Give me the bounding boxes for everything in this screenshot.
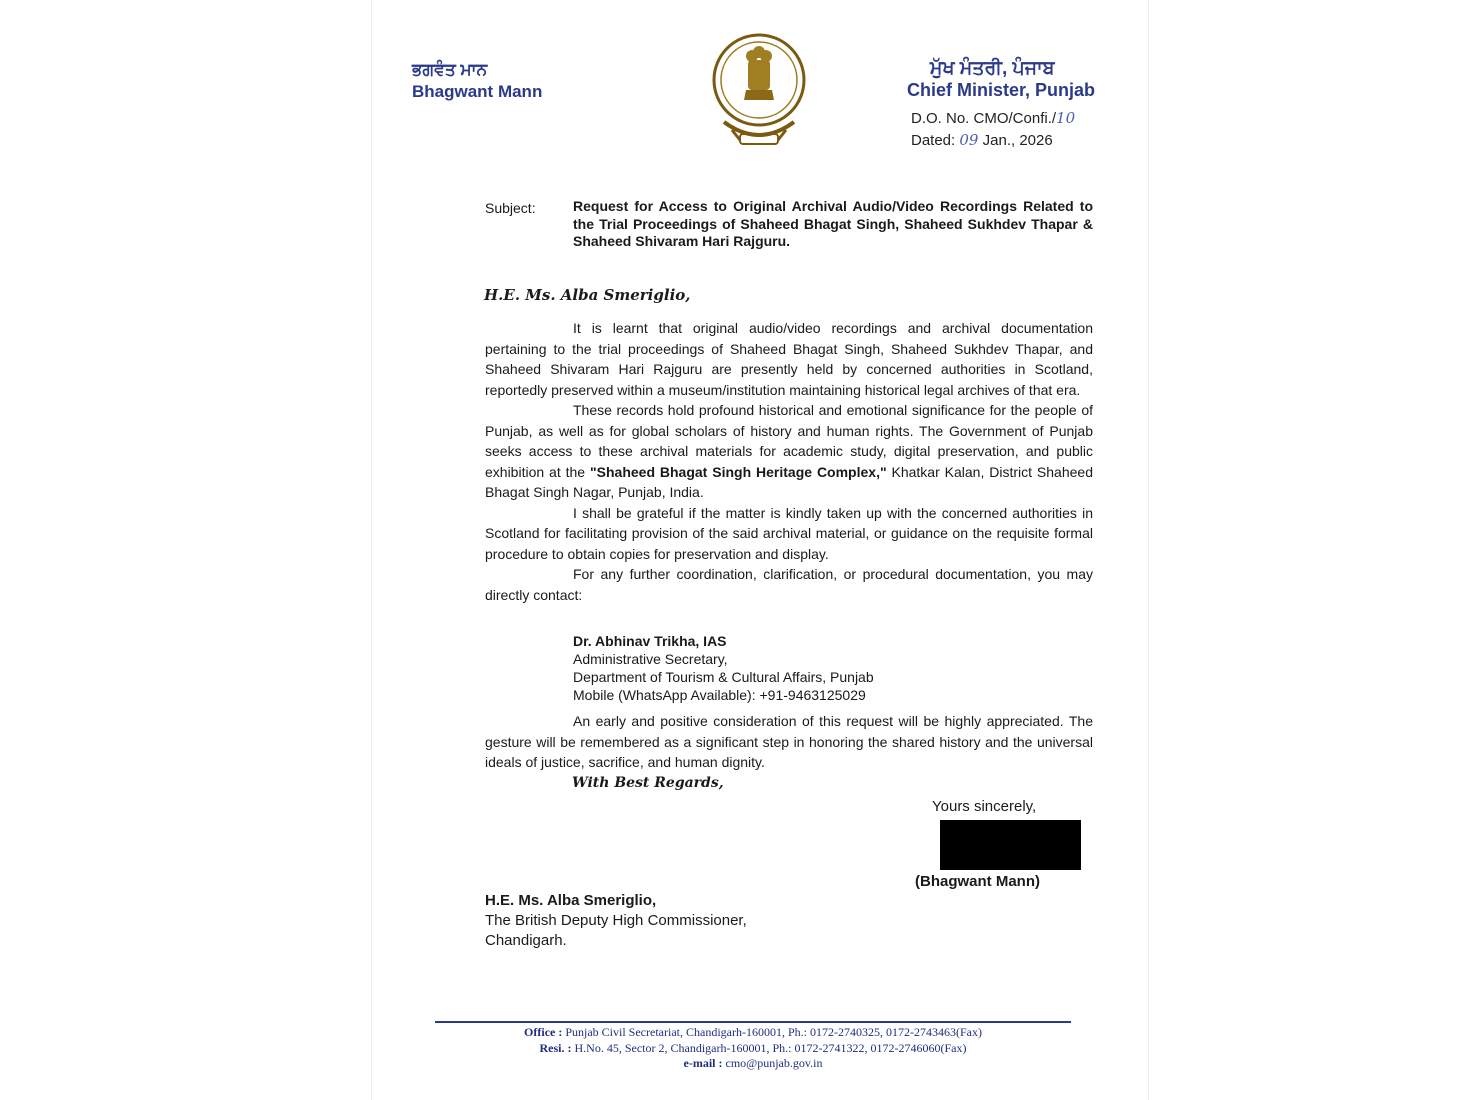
contact-name: Dr. Abhinav Trikha, IAS (573, 633, 727, 649)
footer-residence (435, 1041, 1071, 1057)
closing-paragraph-block (485, 711, 1093, 773)
signatory-name: (Bhagwant Mann) (915, 873, 1040, 890)
body-paragraph-4: For any further coordination, clarification, or procedural documentation, you may directly contact: (485, 566, 1093, 603)
yours-sincerely: Yours sincerely, (932, 798, 1037, 815)
letter-body (485, 318, 1093, 605)
redacted-signature (940, 820, 1081, 870)
date-month-year: Jan., 2026 (978, 132, 1053, 149)
body-paragraph-3: I shall be grateful if the matter is kindly taken up with the concerned authorities in Scotland for facilitating provision of the said archival material, or guidance on the requisite formal procedure to obtain copies for preservation and display. (485, 504, 1093, 562)
addressee-name: H.E. Ms. Alba Smeriglio, (485, 892, 657, 909)
footer-office-text: Punjab Civil Secretariat, Chandigarh-160001, Ph.: 0172-2740325, 0172-2743463(Fax) (562, 1025, 982, 1039)
office-title-punjabi: ਮੁੱਖ ਮੰਤਰੀ, ਪੰਜਾਬ (930, 58, 1055, 79)
footer-email (435, 1056, 1071, 1072)
body-paragraph-1: It is learnt that original audio/video recordings and archival documentation pertaining to the trial proceedings of Shaheed Bhagat Singh, Shaheed Sukhdev Thapar, and Shaheed Shivaram Hari Rajguru are presently held by concerned authorities in Scotland, reportedly preserved within a museum/institution maintaining historical legal archives of that era. (485, 320, 1093, 398)
contact-block (573, 632, 874, 704)
date-label: Dated: (911, 132, 960, 149)
letter-date (911, 131, 1053, 149)
sender-name-punjabi: ਭਗਵੰਤ ਮਾਨ (412, 60, 488, 79)
reference-handwritten-number: 10 (1056, 109, 1076, 127)
footer-email-text: cmo@punjab.gov.in (722, 1056, 823, 1070)
footer-email-label: e-mail : (683, 1056, 723, 1070)
contact-mobile: Mobile (WhatsApp Available): +91-9463125029 (573, 687, 866, 703)
addressee-title: The British Deputy High Commissioner, (485, 912, 747, 929)
regards: With Best Regards, (572, 775, 724, 791)
addressee-block (485, 891, 747, 951)
body-paragraph-2-end: Khatkar Kalan, District Shaheed Bhagat Singh Nagar, Punjab, India. (485, 463, 1093, 500)
salutation: H.E. Ms. Alba Smeriglio, (484, 286, 691, 304)
reference-label: D.O. No. CMO/Confi./ (911, 110, 1057, 127)
closing-paragraph: An early and positive consideration of this request will be highly appreciated. The gesture will be remembered as a significant step in honoring the shared history and the universal ideals of justice, sacrifice, and human dignity. (485, 713, 1093, 770)
body-paragraph-2-start: These records hold profound historical and emotional significance for the people of Punjab, as well as for global scholars of history and human rights. The Government of Punjab seeks access to these archival materials for academic study, digital preservation, and public exhibition at the (485, 402, 1093, 480)
footer-resi-label: Resi. : (539, 1040, 572, 1055)
footer-office-label: Office : (524, 1025, 563, 1039)
state-emblem-icon (710, 30, 808, 150)
date-handwritten-day: 09 (959, 131, 979, 149)
heritage-complex-name: "Shaheed Bhagat Singh Heritage Complex," (590, 463, 887, 480)
sender-name: Bhagwant Mann (412, 82, 543, 101)
addressee-city: Chandigarh. (485, 932, 567, 949)
body-paragraph-2 (485, 400, 1093, 503)
contact-designation: Administrative Secretary, (573, 651, 728, 667)
contact-department: Department of Tourism & Cultural Affairs, Punjab (573, 669, 874, 685)
subject-text: Request for Access to Original Archival Audio/Video Recordings Related to the Trial Proceedings of Shaheed Bhagat Singh, Shaheed Sukhdev Thapar & Shaheed Shivaram Hari Rajguru. (573, 198, 1093, 249)
reference-number (911, 109, 1075, 127)
letter-footer (435, 1025, 1071, 1072)
footer-resi-text: H.No. 45, Sector 2, Chandigarh-160001, Ph.: 0172-2741322, 0172-2746060(Fax) (571, 1040, 967, 1055)
office-title: Chief Minister, Punjab (907, 80, 1096, 100)
subject-label: Subject: (485, 200, 536, 216)
footer-divider (435, 1021, 1071, 1023)
footer-office (435, 1025, 1071, 1041)
